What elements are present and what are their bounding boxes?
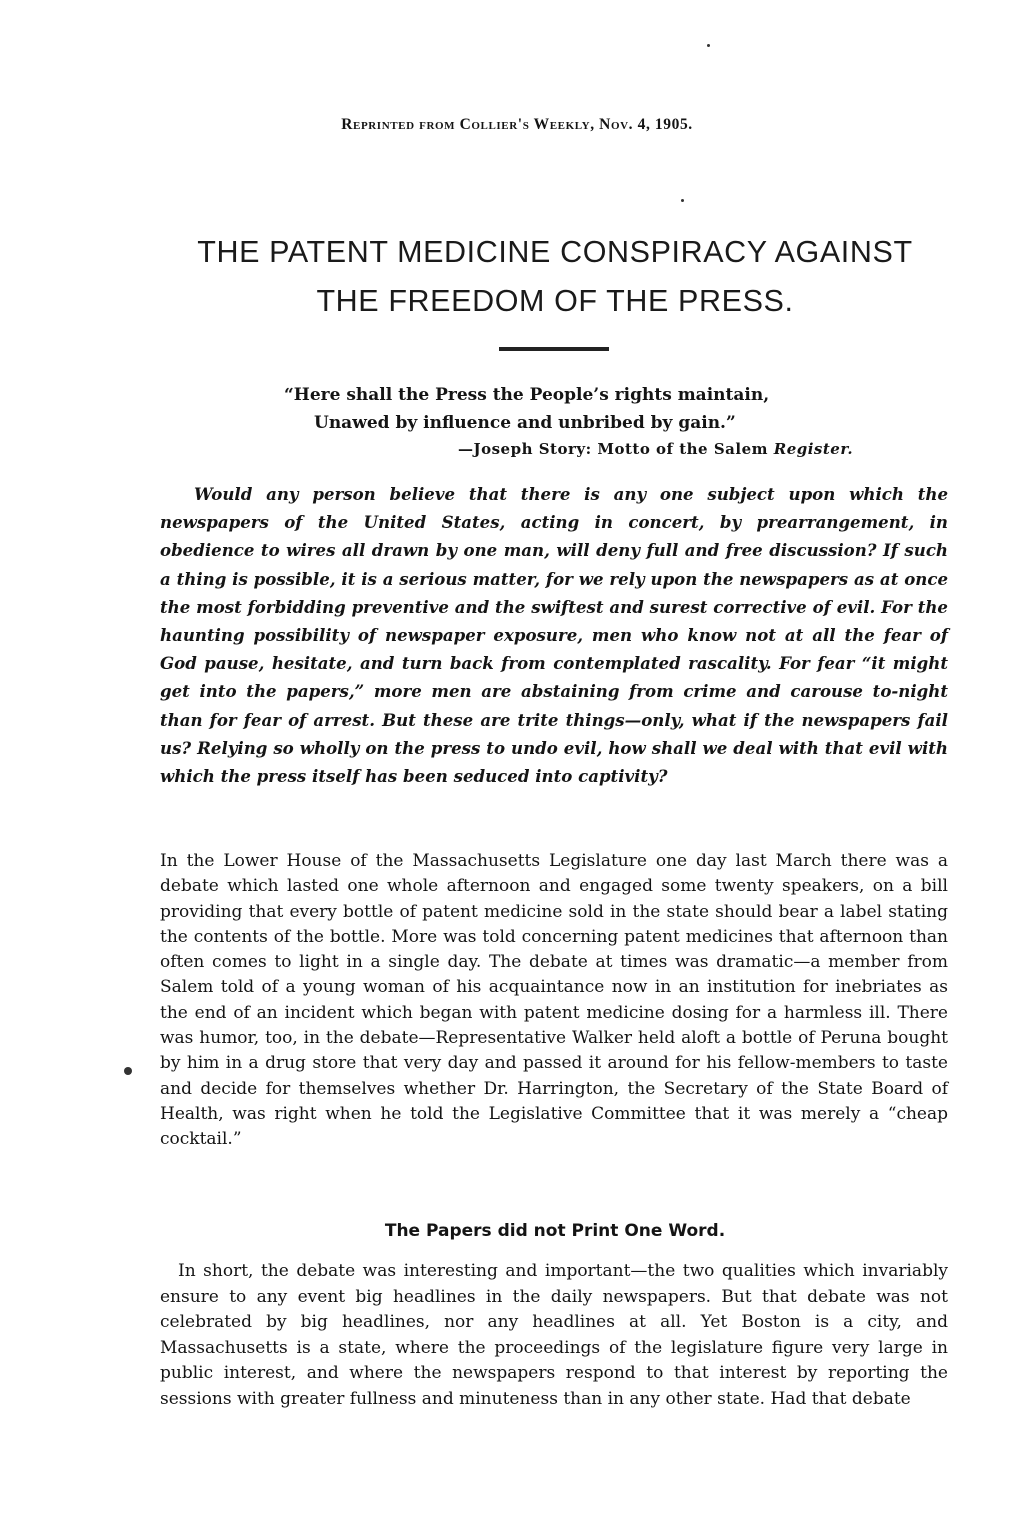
motto-attribution-source: Register. [773,440,854,458]
article-title [0,228,1034,326]
motto-attribution [458,440,853,458]
title-line-1: THE PATENT MEDICINE CONSPIRACY AGAINST [197,235,913,269]
title-divider [499,347,609,351]
motto-line-2: Unawed by influence and unbribed by gain.” [314,413,736,433]
print-speck [681,199,684,202]
section-subheading: The Papers did not Print One Word. [384,1221,726,1241]
title-line-2: THE FREEDOM OF THE PRESS. [316,284,794,318]
motto-line-1: “Here shall the Press the People’s rights maintain, [284,385,770,405]
intro-paragraph: Would any person believe that there is any one subject upon which the newspapers of the United States, acting in concert, by prearrangement, in obedience to wires all drawn by one man, will deny full and free discussion? If such a thing is possible, it is a serious matter, for we rely upon the newspapers as at once the most forbidding preventive and the swiftest and surest corrective of evil. For the haunting possibility of newspaper exposure, men who know not at all the fear of God pause, hesitate, and turn back from contemplated rascality. For fear “it might get into the papers,” more men are abstaining from crime and carouse to-night than for fear of arrest. But these are trite things—only, what if the newspapers fail us? Relying so wholly on the press to undo evil, how shall we deal with that evil with which the press itself has been seduced into captivity? [160,484,948,787]
motto-attribution-prefix: —Joseph Story: Motto of the Salem [458,440,768,458]
body-paragraph-1: In the Lower House of the Massachusetts Legislature one day last March there was a debate which lasted one whole afternoon and engaged some twenty speakers, on a bill providing that every bottle of patent medicine sold in the state should bear a label stating the contents of the bottle. More was told concerning patent medicines that afternoon than often comes to light in a single day. The debate at times was dramatic—a member from Salem told of a young woman of his acquaintance now in an institution for inebriates as the end of an incident which began with patent medicine dosing for a harmless ill. There was humor, too, in the debate—Representative Walker held aloft a bottle of Peruna bought by him in a drug store that very day and passed it around for his fellow-members to taste and decide for themselves whether Dr. Harrington, the Secretary of the State Board of Health, was right when he told the Legislative Committee that it was merely a “cheap cocktail.” [160,851,948,1150]
body-paragraph-2: In short, the debate was interesting and important—the two qualities which invariably ensure to any event big headlines in the daily newspapers. But that debate was not celebrated by big headlines, nor any headlines at all. Yet Boston is a city, and Massachusetts is a state, where the proceedings of the legislature figure very large in public interest, and where the newspapers respond to that interest by reporting the sessions with greater fullness and minuteness than in any other state. Had that debate [160,1261,948,1409]
reprint-line: Reprinted from Collier's Weekly, Nov. 4, 1905. [341,116,693,133]
margin-speck [124,1067,132,1075]
print-speck [707,44,710,47]
